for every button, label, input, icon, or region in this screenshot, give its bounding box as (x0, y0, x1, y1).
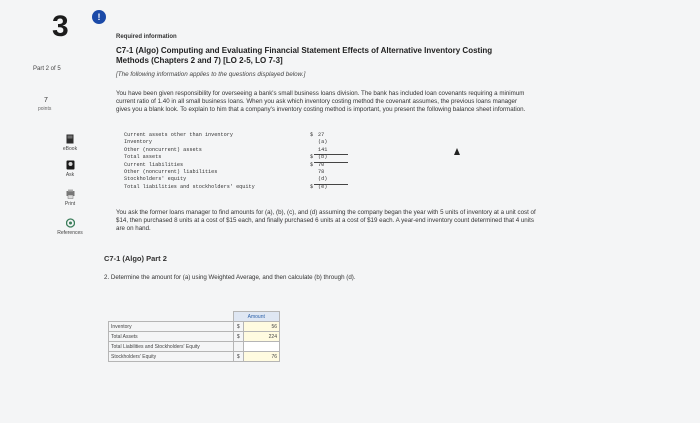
required-info-heading: Required information (116, 34, 177, 40)
row-label: Inventory (109, 322, 234, 332)
main-content (98, 0, 698, 423)
balance-sheet-row: Current assets other than inventory $ 27 (124, 132, 325, 138)
answer-table (108, 311, 280, 362)
assumption-paragraph: You ask the former loans manager to find amounts for (a), (b), (c), and (d) assuming the company began the year with 5 units of inventory at a unit cost of $14, then purchased 8 units at a cost of $15 each, and finally purchased 6 units at a cost of $19 each. A year-end inventory count determined that 4 units are on hand. (116, 209, 536, 232)
print-icon (66, 189, 75, 199)
answer-table-header (109, 312, 280, 322)
table-row (109, 332, 280, 342)
dollar-sign: $ (233, 332, 244, 342)
ebook-icon (66, 134, 74, 144)
mouse-cursor-icon (454, 148, 460, 155)
dollar-sign: $ (233, 322, 244, 332)
row-label: Total Assets (109, 332, 234, 342)
row-label: Stockholders' Equity (109, 352, 234, 362)
ask-label: Ask (65, 172, 75, 178)
balance-sheet-row: Inventory (a) (124, 139, 328, 146)
balance-sheet-row: Other (noncurrent) liabilities 78 (124, 168, 325, 175)
amount-column-header: Amount (233, 312, 279, 322)
references-icon (66, 218, 75, 228)
balance-sheet-row: Current liabilities $ 70 (124, 162, 354, 169)
dollar-sign: $ (233, 352, 244, 362)
total-liabilities-equity-input[interactable] (244, 342, 280, 352)
part2-instruction: 2. Determine the amount for (a) using Weighted Average, and then calculate (b) through (d). (104, 274, 356, 281)
print-button[interactable] (40, 189, 100, 207)
print-label: Print (64, 201, 76, 207)
balance-sheet-row: Other (noncurrent) assets 141 (124, 146, 328, 153)
question-number: 3 (52, 10, 69, 43)
ebook-label: eBook (62, 146, 78, 152)
part2-heading: C7-1 (Algo) Part 2 (104, 254, 167, 263)
table-row (109, 352, 280, 362)
ebook-button[interactable] (40, 134, 100, 152)
row-label: Total Liabilities and Stockholders' Equity (109, 342, 234, 352)
table-row (109, 322, 280, 332)
applies-note: [The following information applies to the questions displayed below.] (116, 71, 306, 78)
info-icon: ! (92, 10, 106, 24)
total-assets-input[interactable]: 224 (244, 332, 280, 342)
balance-sheet-row: Total liabilities and stockholders' equity $ (e) (124, 184, 354, 191)
references-button[interactable] (40, 218, 100, 236)
part-indicator: Part 2 of 5 (33, 66, 61, 72)
points-label: points (38, 106, 52, 112)
balance-sheet (124, 132, 354, 191)
points-value: 7 (44, 97, 48, 104)
references-label: References (57, 230, 83, 236)
ask-button[interactable] (40, 160, 100, 178)
scenario-paragraph: You have been given responsibility for overseeing a bank's small business loans division. The bank has included loan covenants requiring a minimum current ratio of 1.40 in all small business loans. When you ask which inventory costing method the covenant assumes, the previous loans manager gives you a blank look. To explain to him that a company's inventory costing method is important, you present the following balance sheet information. (116, 90, 526, 113)
inventory-amount-input[interactable]: 56 (244, 322, 280, 332)
table-row (109, 342, 280, 352)
left-sidebar (0, 0, 98, 423)
balance-sheet-row: Stockholders' equity (d) (124, 176, 328, 183)
problem-title: C7-1 (Algo) Computing and Evaluating Financial Statement Effects of Alternative Inventory Costing Methods (Chapters 2 and 7) [LO 2-5, LO 7-3] (116, 46, 493, 65)
stockholders-equity-input[interactable]: 76 (244, 352, 280, 362)
balance-sheet-row: Total assets $ (b) (124, 154, 354, 161)
ask-icon (66, 160, 75, 170)
dollar-sign (233, 342, 244, 352)
